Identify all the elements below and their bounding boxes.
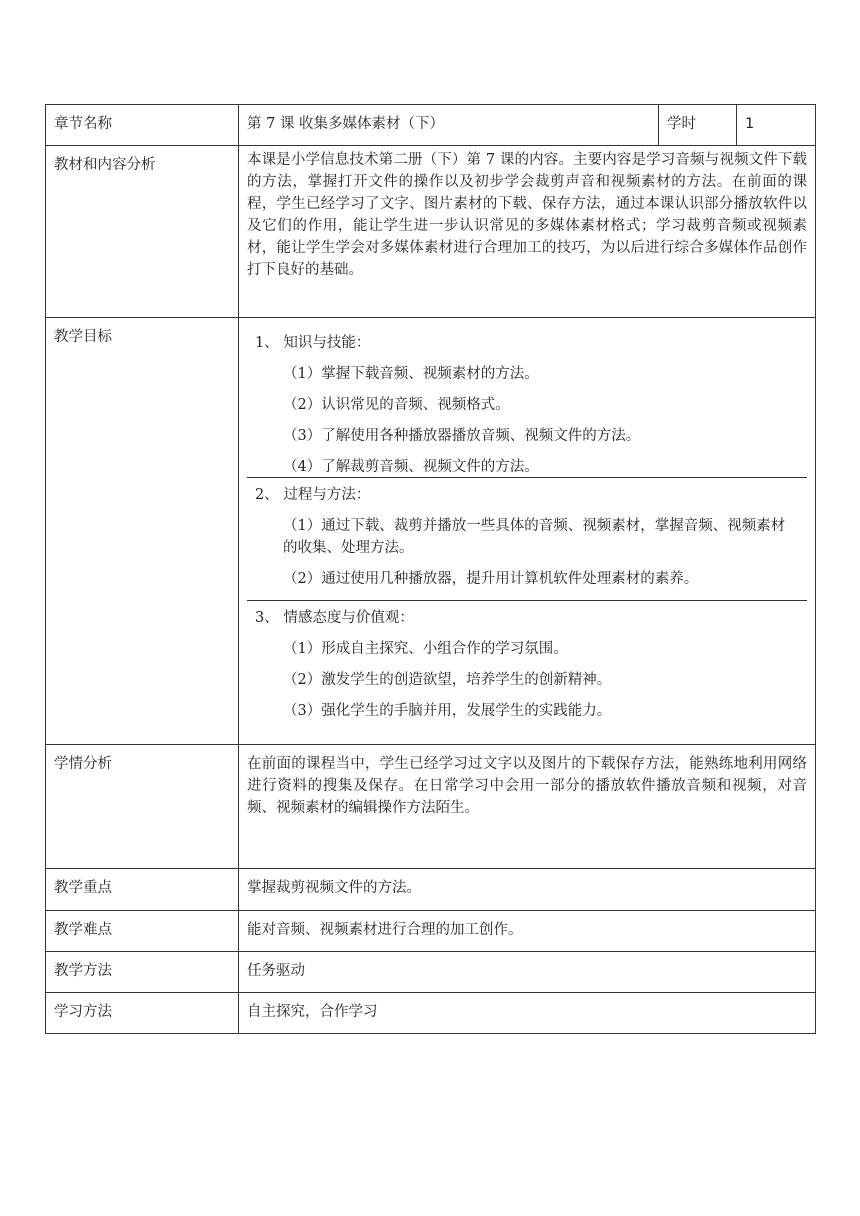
objective-item: （1）掌握下载音频、视频素材的方法。 bbox=[283, 366, 539, 382]
difficulty-label: 教学难点 bbox=[46, 911, 239, 952]
objective-item: （2）激发学生的创造欲望，培养学生的创新精神。 bbox=[283, 672, 612, 688]
objective-item: （3）了解使用各种播放器播放音频、视频文件的方法。 bbox=[283, 428, 641, 444]
analysis-cell bbox=[239, 146, 816, 318]
key-point-text: 掌握裁剪视频文件的方法。 bbox=[239, 869, 816, 911]
learner-cell bbox=[239, 745, 816, 869]
chapter-label: 章节名称 bbox=[46, 105, 239, 146]
objective-item: （2）通过使用几种播放器，提升用计算机软件处理素材的素养。 bbox=[283, 571, 699, 587]
objective-item: （3）强化学生的手脑并用，发展学生的实践能力。 bbox=[283, 703, 612, 719]
row-objectives bbox=[46, 318, 816, 745]
hours-value: 1 bbox=[737, 105, 816, 146]
key-point-label: 教学重点 bbox=[46, 869, 239, 911]
analysis-text: 本课是小学信息技术第二册（下）第 7 课的内容。主要内容是学习音频与视频文件下载的方法，掌握打开文件的操作以及初步学会裁剪声音和视频素材的方法。在前面的课程，学生已经学习了文字、图片素材的下载、保存方法，通过本课认识部分播放软件以及它们的作用，能让学生进一步认识常见的多媒体素材格式；学习裁剪音频或视频素材，能让学生学会对多媒体素材进行合理加工的技巧，为以后进行综合多媒体作品创作打下良好的基础。 bbox=[247, 152, 807, 278]
row-analysis bbox=[46, 146, 816, 318]
row-difficulty bbox=[46, 911, 816, 952]
difficulty-text: 能对音频、视频素材进行合理的加工创作。 bbox=[239, 911, 816, 952]
row-learning-method bbox=[46, 993, 816, 1034]
teaching-method-label: 教学方法 bbox=[46, 952, 239, 993]
learning-method-label: 学习方法 bbox=[46, 993, 239, 1034]
objective-heading: 1、 知识与技能： bbox=[255, 335, 371, 351]
objective-item: （4）了解裁剪音频、视频文件的方法。 bbox=[283, 459, 539, 475]
objective-item: （1）形成自主探究、小组合作的学习氛围。 bbox=[283, 641, 568, 657]
row-learner bbox=[46, 745, 816, 869]
teaching-method-text: 任务驱动 bbox=[239, 952, 816, 993]
learner-text: 在前面的课程当中，学生已经学习过文字以及图片的下载保存方法，能熟练地利用网络进行资料的搜集及保存。在日常学习中会用一部分的播放软件播放音频和视频，对音频、视频素材的编辑操作方法陌生。 bbox=[247, 756, 807, 816]
row-key-point bbox=[46, 869, 816, 911]
chapter-value: 第 7 课 收集多媒体素材（下） bbox=[239, 105, 659, 146]
objective-section-knowledge bbox=[247, 326, 807, 478]
objective-item: （2）认识常见的音频、视频格式。 bbox=[283, 397, 510, 413]
objectives-cell bbox=[239, 318, 816, 745]
row-teaching-method bbox=[46, 952, 816, 993]
row-chapter bbox=[46, 105, 816, 146]
learner-label: 学情分析 bbox=[46, 745, 239, 869]
objective-section-process bbox=[247, 478, 807, 601]
learning-method-text: 自主探究，合作学习 bbox=[239, 993, 816, 1034]
objective-item: （1）通过下载、裁剪并播放一些具体的音频、视频素材，掌握音频、视频素材的收集、处理方法。 bbox=[283, 518, 786, 556]
objectives-label: 教学目标 bbox=[46, 318, 239, 745]
analysis-label: 教材和内容分析 bbox=[46, 146, 239, 318]
objective-heading: 2、 过程与方法： bbox=[255, 487, 371, 503]
objective-section-attitude bbox=[247, 601, 807, 736]
hours-label: 学时 bbox=[659, 105, 737, 146]
lesson-plan-table bbox=[45, 104, 816, 1034]
objective-heading: 3、 情感态度与价值观： bbox=[255, 610, 414, 626]
